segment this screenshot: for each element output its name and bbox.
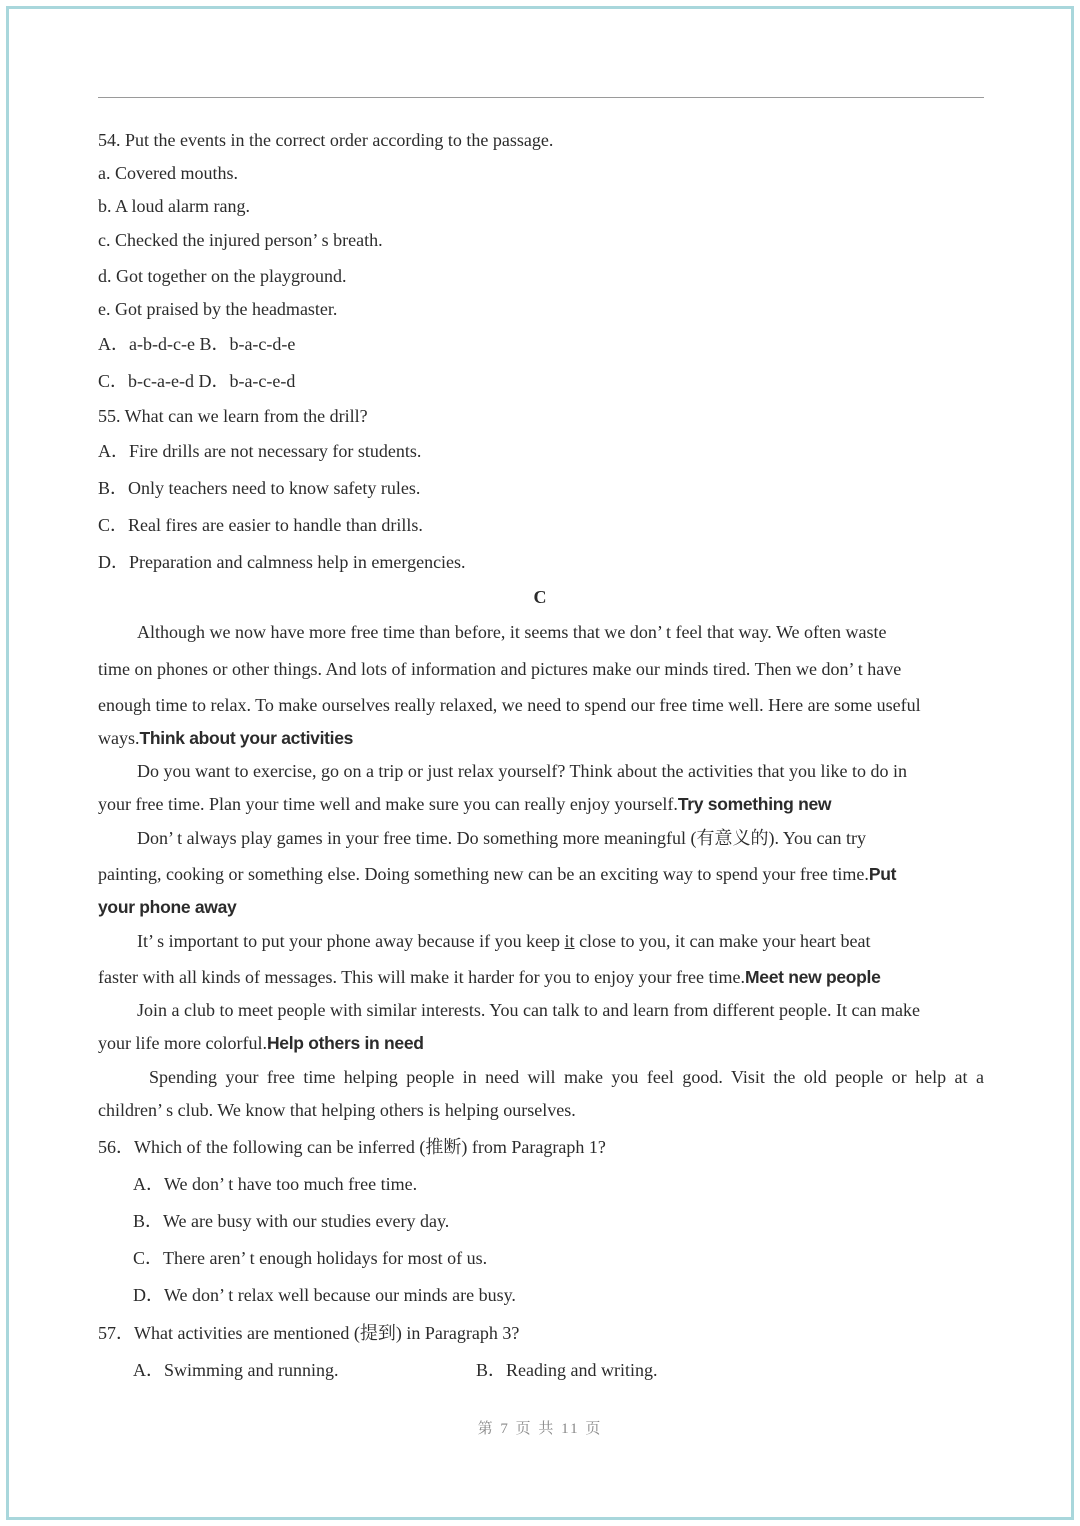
q55-option-a: A．Fire drills are not necessary for students. xyxy=(98,441,422,461)
q57-option-b: B．Reading and writing. xyxy=(476,1360,658,1380)
q55-option-b: B．Only teachers need to know safety rules. xyxy=(98,478,421,498)
q55-option-c: C．Real fires are easier to handle than drills. xyxy=(98,515,423,535)
q54-event-d: d. Got together on the playground. xyxy=(98,266,347,286)
heading-help-others: Help others in need xyxy=(266,1033,424,1053)
p1-line2: time on phones or other things. And lots of information and pictures make our minds tired. Then we don’ t have xyxy=(98,659,902,679)
p5-line1: Join a club to meet people with similar interests. You can talk to and learn from different people. It can make xyxy=(137,1000,920,1020)
q54-event-c: c. Checked the injured person’ s breath. xyxy=(98,230,383,250)
passage-title: C xyxy=(533,587,547,607)
p6-line2: children’ s club. We know that helping others is helping ourselves. xyxy=(98,1100,576,1120)
p2-line2-text: your free time. Plan your time well and make sure you can really enjoy yourself. xyxy=(98,794,678,814)
p3-line1: Don’ t always play games in your free time. Do something more meaningful (有意义的). You can try xyxy=(137,828,867,848)
q56-option-b: B．We are busy with our studies every day. xyxy=(133,1211,450,1231)
heading-try-new: Try something new xyxy=(677,794,832,814)
p4-line2-text: faster with all kinds of messages. This will make it harder for you to enjoy your free time. xyxy=(98,967,746,987)
p4-underlined-it: it xyxy=(564,931,575,951)
heading-think-activities: Think about your activities xyxy=(139,728,354,748)
p2-line1: Do you want to exercise, go on a trip or just relax yourself? Think about the activities that you like to do in xyxy=(137,761,907,781)
header-rule xyxy=(98,97,984,98)
heading-meet-people: Meet new people xyxy=(745,967,881,987)
heading-put-part1: Put xyxy=(868,864,897,884)
p4-line1-b: close to you, it can make your heart beat xyxy=(574,931,871,951)
p4-line1-a: It’ s important to put your phone away because if you keep xyxy=(137,931,565,951)
q54-event-a: a. Covered mouths. xyxy=(98,163,238,183)
q56-option-c: C．There aren’ t enough holidays for most of us. xyxy=(133,1248,488,1268)
p3-line2 xyxy=(98,863,896,885)
q57-stem: 57．What activities are mentioned (提到) in Paragraph 3? xyxy=(98,1323,520,1343)
q55-stem: 55. What can we learn from the drill? xyxy=(98,406,368,426)
q56-option-a: A．We don’ t have too much free time. xyxy=(133,1174,418,1194)
p2-line2 xyxy=(98,793,831,815)
q55-option-d: D．Preparation and calmness help in emergencies. xyxy=(98,552,466,572)
page-footer: 第 7 页 共 11 页 xyxy=(477,1421,603,1437)
q54-event-b: b. A loud alarm rang. xyxy=(98,196,250,216)
p6-line1: Spending your free time helping people in need will make you feel good. Visit the old people or help at a xyxy=(149,1067,984,1087)
heading-put-part2: your phone away xyxy=(98,897,237,917)
p1-line1: Although we now have more free time than before, it seems that we don’ t feel that way. We often waste xyxy=(137,622,887,642)
q56-option-d: D．We don’ t relax well because our minds are busy. xyxy=(133,1285,516,1305)
p4-line2 xyxy=(98,966,881,988)
p3-line2-text: painting, cooking or something else. Doing something new can be an exciting way to spend your free time. xyxy=(98,864,869,884)
p1-line4 xyxy=(98,727,353,749)
p1-line4-text: ways. xyxy=(98,728,140,748)
p5-line2 xyxy=(98,1032,424,1054)
p4-line1 xyxy=(137,930,870,952)
q54-options-cd: C．b-c-a-e-d D．b-a-c-e-d xyxy=(98,371,296,391)
p3-line3 xyxy=(98,896,236,918)
q54-options-ab: A．a-b-d-c-e B．b-a-c-d-e xyxy=(98,334,296,354)
q54-stem: 54. Put the events in the correct order according to the passage. xyxy=(98,130,554,150)
q54-event-e: e. Got praised by the headmaster. xyxy=(98,299,338,319)
q56-stem: 56．Which of the following can be inferred (推断) from Paragraph 1? xyxy=(98,1137,606,1157)
p5-line2-text: your life more colorful. xyxy=(98,1033,267,1053)
q57-option-a: A．Swimming and running. xyxy=(133,1360,339,1380)
p1-line3: enough time to relax. To make ourselves really relaxed, we need to spend our free time well. Here are some useful xyxy=(98,695,921,715)
